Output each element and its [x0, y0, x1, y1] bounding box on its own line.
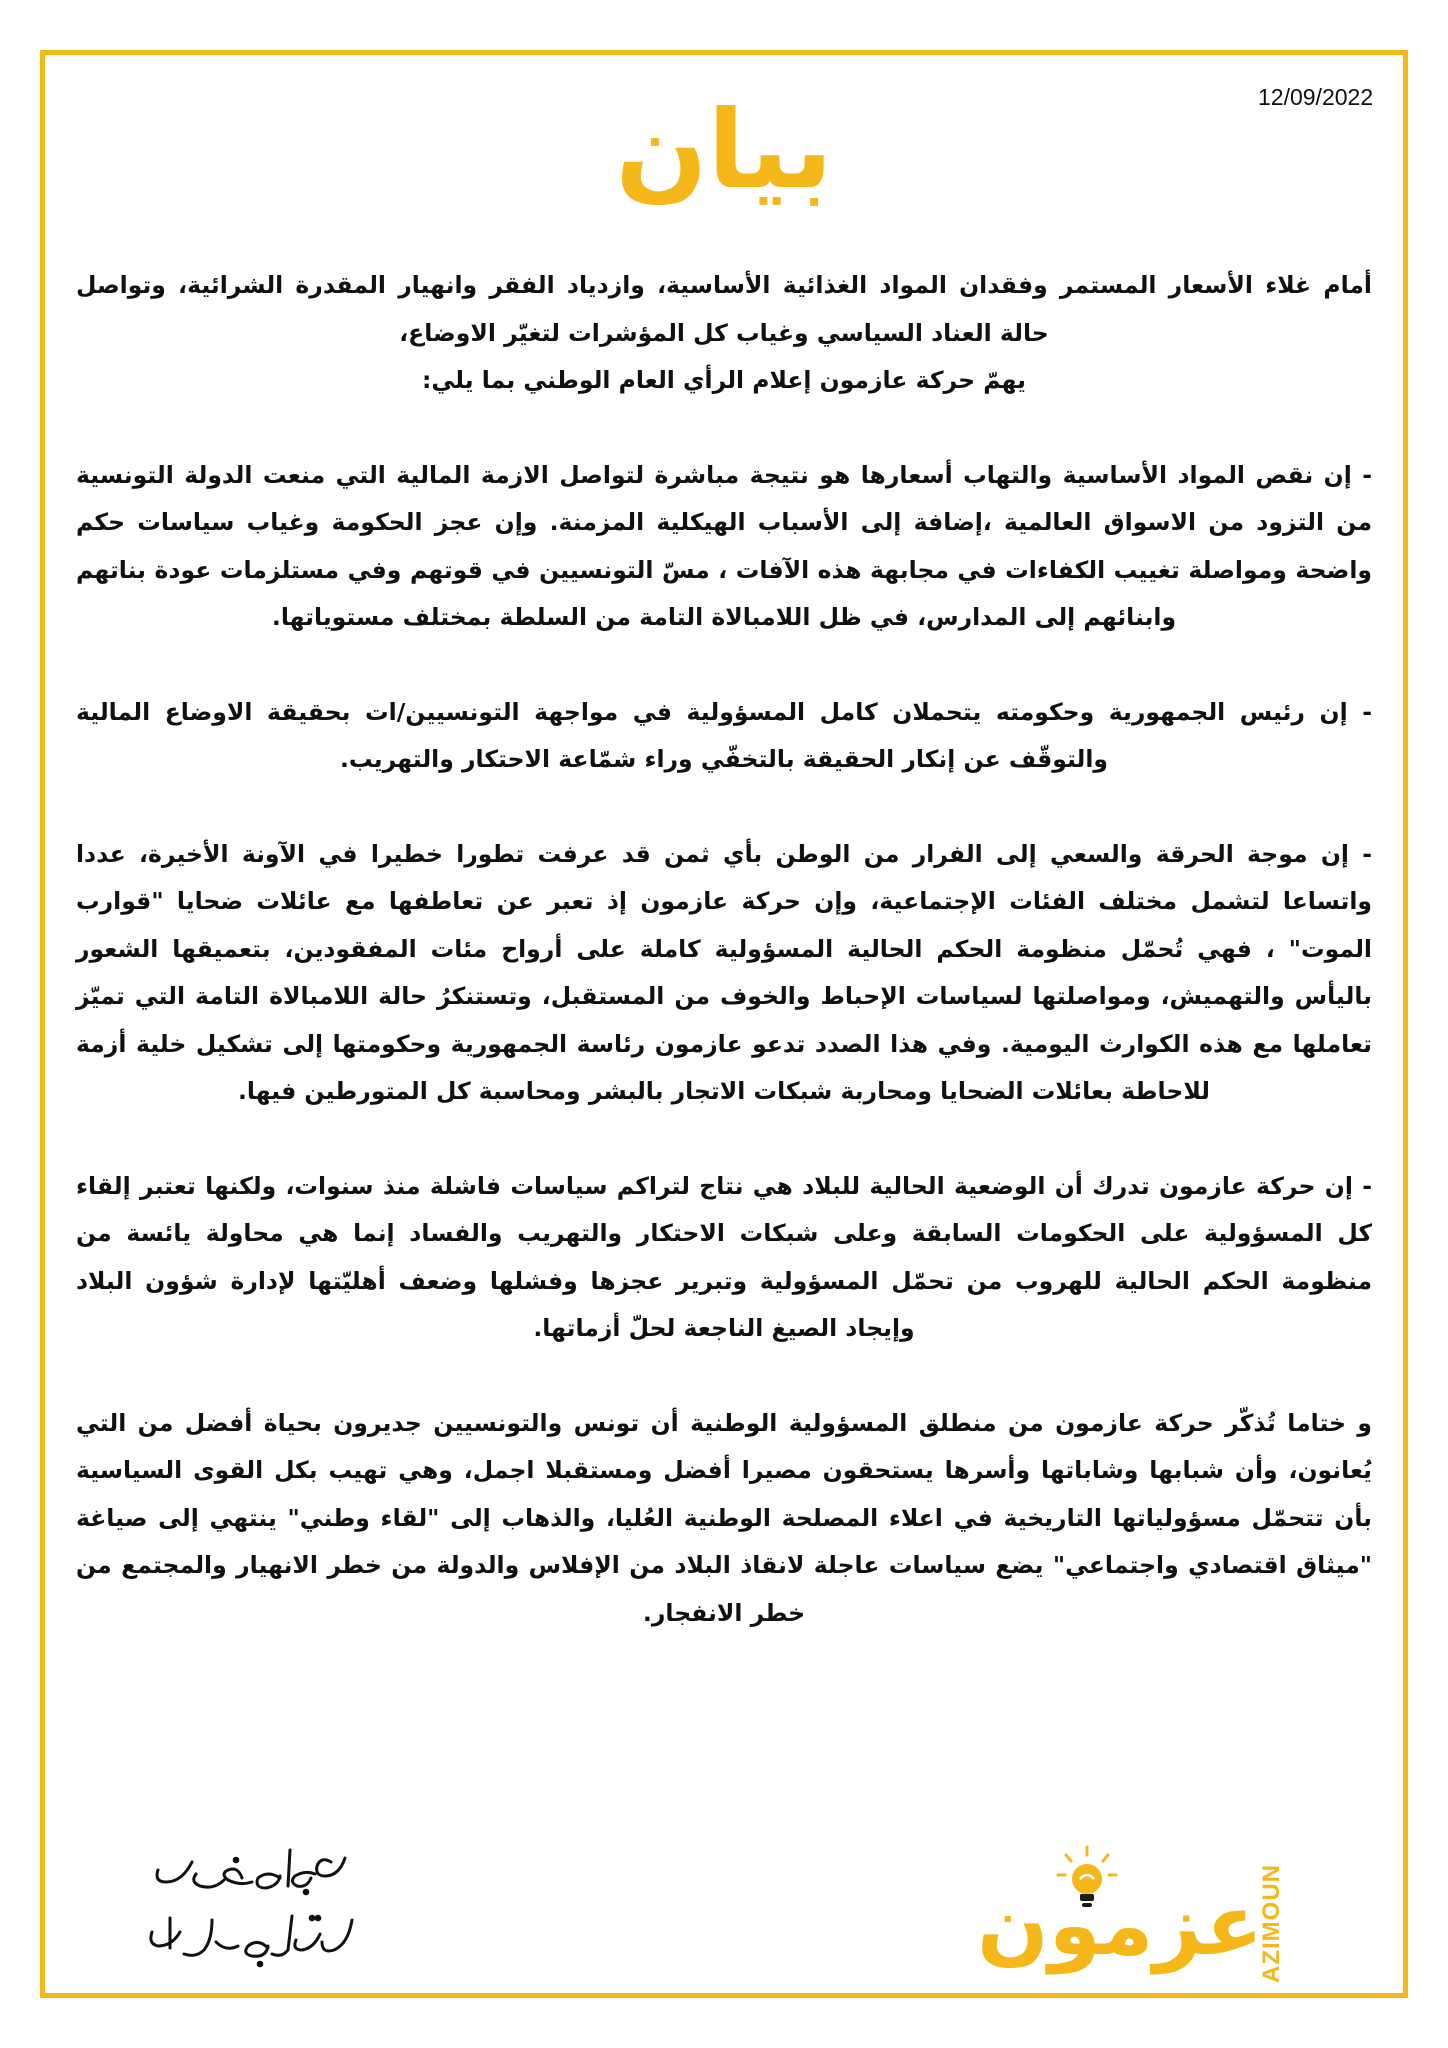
logo-arabic-text: عزمون — [976, 1876, 1263, 1974]
logo-latin-text: AZIMOUN — [1258, 1864, 1285, 1984]
handwritten-signature — [140, 1838, 370, 1978]
statement-body — [76, 262, 1372, 1637]
azimoun-logo — [976, 1845, 1308, 2010]
intro-line-1: أمام غلاء الأسعار المستمر وفقدان المواد الغذائية الأساسية، وازدياد الفقر وانهيار المقدرة الشرائية، وتواصل حالة العناد السياسي وغياب كل المؤشرات لتغيّر الاوضاع، — [76, 271, 1372, 347]
paragraph-2: - إن رئيس الجمهورية وحكومته يتحملان كامل المسؤولية في مواجهة التونسيين/ات بحقيقة الاوضاع المالية والتوقّف عن إنكار الحقيقة بالتخفّي وراء شمّاعة الاحتكار والتهريب. — [76, 697, 1372, 773]
paragraph-1: - إن نقص المواد الأساسية والتهاب أسعارها هو نتيجة مباشرة لتواصل الازمة المالية التي منعت الدولة التونسية من التزود من الاسواق العالمية ،إضافة إلى الأسباب الهيكلية المزمنة. وإن عجز الحكومة وغياب سياسات حكم واضحة ومواصلة تغييب الكفاءات في مجابهة هذه الآفات ، مسّ التونسيين في قوتهم وفي مستلزمات عودة بناتهم وابنائهم إلى المدارس، في ظل اللامبالاة التامة من السلطة بمختلف مستوياتها. — [76, 460, 1372, 631]
paragraph-4: - إن حركة عازمون تدرك أن الوضعية الحالية للبلاد هي نتاج لتراكم سياسات فاشلة منذ سنوات، ولكنها تعتبر إلقاء كل المسؤولية على الحكومات السابقة وعلى شبكات الاحتكار والتهريب والفساد إنما هي محاولة يائسة من منظومة الحكم الحالية للهروب من تحمّل المسؤولية وتبرير عجزها وفشلها وضعف أهليّتها لإدارة شؤون البلاد وإيجاد الصيغ الناجعة لحلّ أزماتها. — [76, 1171, 1372, 1342]
intro-line-2: يهمّ حركة عازمون إعلام الرأي العام الوطني بما يلي: — [421, 366, 1026, 394]
document-date: 12/09/2022 — [1258, 84, 1374, 110]
paragraph-3: - إن موجة الحرقة والسعي إلى الفرار من الوطن بأي ثمن قد عرفت تطورا خطيرا في الآونة الأخيرة، عددا واتساعا لتشمل مختلف الفئات الإجتماعية، وإن حركة عازمون إذ تعبر عن تعاطفها مع عائلات ضحايا "قوارب الموت" ، فهي تُحمّل منظومة الحكم الحالية المسؤولية كاملة على أرواح مئات المفقودين، بتعميقها الشعور باليأس والتهميش، ومواصلتها لسياسات الإحباط والخوف من المستقبل، وتستنكرُ حالة اللامبالاة التامة التي تميّز تعاملها مع هذه الكوارث اليومية. وفي هذا الصدد تدعو عازمون رئاسة الجمهورية وحكومتها إلى تشكيل خلية أزمة للاحاطة بعائلات الضحايا ومحاربة شبكات الاتجار بالبشر ومحاسبة كل المتورطين فيها. — [76, 839, 1372, 1105]
page-title: بيان — [615, 88, 833, 213]
paragraph-5: و ختاما تُذكّر حركة عازمون من منطلق المسؤولية الوطنية أن تونس والتونسيين جديرون بحياة أفضل من التي يُعانون، وأن شبابها وشاباتها وأسرها يستحقون مصيرا أفضل ومستقبلا اجمل، وهي تهيب بكل القوى السياسية بأن تتحمّل مسؤولياتها التاريخية في اعلاء المصلحة الوطنية العُليا، والذهاب إلى "لقاء وطني" ينتهي إلى صياغة "ميثاق اقتصادي واجتماعي" يضع سياسات عاجلة لانقاذ البلاد من الإفلاس والدولة من خطر الانهيار والمجتمع من خطر الانفجار. — [76, 1408, 1372, 1627]
